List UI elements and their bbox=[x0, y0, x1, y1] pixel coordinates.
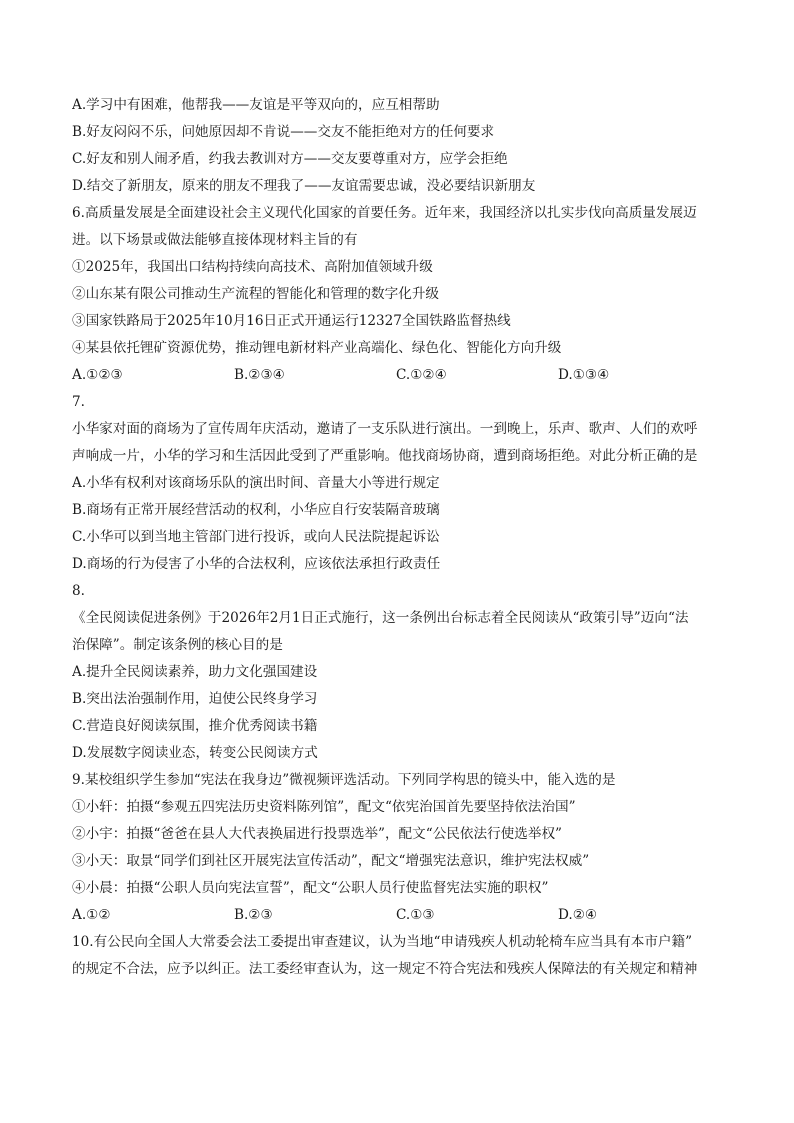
q8-option-d: D.发展数字阅读业态，转变公民阅读方式 bbox=[72, 745, 318, 761]
q9-choice-b: B.②③ bbox=[234, 907, 273, 923]
q7-number: 7. bbox=[72, 394, 85, 410]
q5-option-c: C.好友和别人闹矛盾，约我去教训对方——交友要尊重对方，应学会拒绝 bbox=[72, 151, 508, 167]
q6-stem-line-1: 6.高质量发展是全面建设社会主义现代化国家的首要任务。近年来，我国经济以扎实步伐向高质量发展迈 bbox=[72, 205, 697, 221]
q8-stem-line-1: 《全民阅读促进条例》于2026年2月1日正式施行，这一条例出台标志着全民阅读从“政策引导”迈向“法 bbox=[72, 610, 689, 626]
q6-choice-a: A.①②③ bbox=[72, 367, 123, 383]
q6-stem-line-2: 进。以下场景或做法能够直接体现材料主旨的有 bbox=[72, 232, 358, 248]
q6-choices bbox=[72, 362, 722, 389]
q7-stem-line-1: 小华家对面的商场为了宣传周年庆活动，邀请了一支乐队进行演出。一到晚上，乐声、歌声、人们的欢呼 bbox=[72, 421, 698, 437]
q8-option-c: C.营造良好阅读氛围，推介优秀阅读书籍 bbox=[72, 718, 318, 734]
q6-choice-b: B.②③④ bbox=[234, 367, 285, 383]
q5-option-d: D.结交了新朋友，原来的朋友不理我了——友谊需要忠诚，没必要结识新朋友 bbox=[72, 178, 536, 194]
question-8 bbox=[72, 578, 722, 767]
q9-choice-d: D.②④ bbox=[558, 907, 598, 923]
q6-item-3: ③国家铁路局于2025年10月16日正式开通运行12327全国铁路监督热线 bbox=[72, 313, 511, 329]
q7-stem-line-2: 声响成一片，小华的学习和生活因此受到了严重影响。他找商场协商，遭到商场拒绝。对此分析正确的是 bbox=[72, 448, 698, 464]
question-7 bbox=[72, 389, 722, 578]
question-5-options bbox=[72, 92, 722, 200]
q9-item-2: ②小宇：拍摄“爸爸在县人大代表换届进行投票选举”，配文“公民依法行使选举权” bbox=[72, 826, 562, 842]
q9-choices bbox=[72, 902, 722, 929]
q9-item-4: ④小晨：拍摄“公职人员向宪法宣誓”，配文“公职人员行使监督宪法实施的职权” bbox=[72, 880, 549, 896]
q7-option-d: D.商场的行为侵害了小华的合法权利，应该依法承担行政责任 bbox=[72, 556, 441, 572]
q10-stem-line-2: 的规定不合法，应予以纠正。法工委经审查认为，这一规定不符合宪法和残疾人保障法的有关规定和精神 bbox=[72, 961, 698, 977]
q9-item-3: ③小天：取景“同学们到社区开展宪法宣传活动”，配文“增强宪法意识，维护宪法权威” bbox=[72, 853, 590, 869]
q7-option-c: C.小华可以到当地主管部门进行投诉，或向人民法院提起诉讼 bbox=[72, 529, 440, 545]
q8-number: 8. bbox=[72, 583, 85, 599]
q7-option-b: B.商场有正常开展经营活动的权利，小华应自行安装隔音玻璃 bbox=[72, 502, 440, 518]
q8-option-a: A.提升全民阅读素养，助力文化强国建设 bbox=[72, 664, 318, 680]
q9-choice-a: A.①② bbox=[72, 907, 111, 923]
q6-choice-c: C.①②④ bbox=[396, 367, 447, 383]
q6-item-4: ④某县依托锂矿资源优势，推动锂电新材料产业高端化、绿色化、智能化方向升级 bbox=[72, 340, 562, 356]
q8-stem-line-2: 治保障”。制定该条例的核心目的是 bbox=[72, 637, 283, 653]
q8-option-b: B.突出法治强制作用，迫使公民终身学习 bbox=[72, 691, 318, 707]
question-9 bbox=[72, 767, 722, 929]
q9-item-1: ①小轩：拍摄“参观五四宪法历史资料陈列馆”，配文“依宪治国首先要坚持依法治国” bbox=[72, 799, 576, 815]
q7-option-a: A.小华有权利对该商场乐队的演出时间、音量大小等进行规定 bbox=[72, 475, 440, 491]
q5-option-b: B.好友闷闷不乐，问她原因却不肯说——交友不能拒绝对方的任何要求 bbox=[72, 124, 495, 140]
q6-choice-d: D.①③④ bbox=[558, 367, 610, 383]
q10-stem-line-1: 10.有公民向全国人大常委会法工委提出审查建议，认为当地“申请残疾人机动轮椅车应当具有本市户籍” bbox=[72, 934, 693, 950]
q9-choice-c: C.①③ bbox=[396, 907, 435, 923]
q6-item-2: ②山东某有限公司推动生产流程的智能化和管理的数字化升级 bbox=[72, 286, 440, 302]
question-6 bbox=[72, 200, 722, 389]
exam-page bbox=[72, 92, 722, 983]
q9-stem: 9.某校组织学生参加“宪法在我身边”微视频评选活动。下列同学构思的镜头中，能入选的是 bbox=[72, 772, 616, 788]
question-10 bbox=[72, 929, 722, 983]
q5-option-a: A.学习中有困难，他帮我——友谊是平等双向的，应互相帮助 bbox=[72, 97, 440, 113]
q6-item-1: ①2025年，我国出口结构持续向高技术、高附加值领域升级 bbox=[72, 259, 433, 275]
